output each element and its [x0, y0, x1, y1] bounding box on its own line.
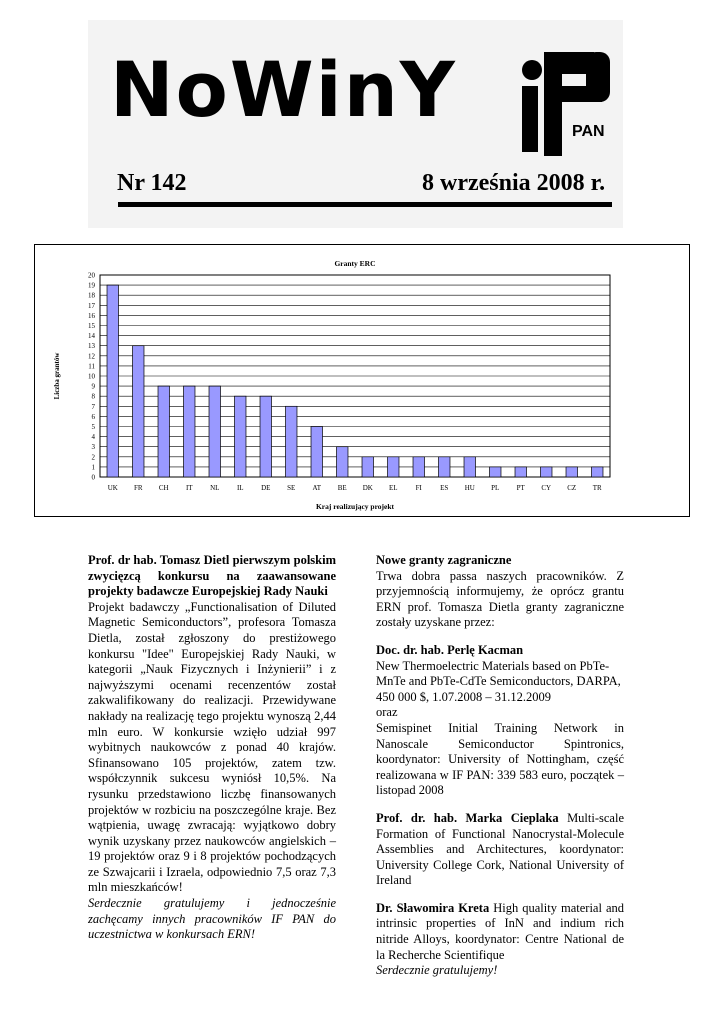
- x-tick-label: BE: [337, 484, 347, 492]
- left-article-heading: Prof. dr hab. Tomasz Dietl pierwszym polskim zwycięzcą konkursu na zaawansowane projekty badawcze Europejskiej Rady Nauki: [88, 553, 336, 599]
- x-tick-label: PT: [516, 484, 525, 492]
- bar-se: [286, 406, 297, 477]
- bar-pt: [515, 467, 526, 477]
- y-tick-label: 17: [88, 301, 95, 310]
- x-tick-label: FI: [415, 484, 422, 492]
- x-tick-label: SE: [287, 484, 296, 492]
- y-tick-label: 14: [88, 332, 95, 341]
- chart-xlabel: Kraj realizujący projekt: [315, 502, 395, 511]
- y-tick-label: 18: [88, 291, 95, 300]
- y-tick-label: 9: [91, 382, 95, 391]
- emblem-subtext: PAN: [572, 123, 605, 140]
- y-tick-label: 10: [88, 372, 95, 381]
- y-tick-label: 13: [88, 342, 95, 351]
- x-tick-label: IL: [236, 484, 244, 492]
- bar-nl: [209, 386, 220, 477]
- bar-fi: [413, 457, 424, 477]
- right-article-heading: Nowe granty zagraniczne: [376, 553, 512, 567]
- bar-dk: [362, 457, 373, 477]
- bar-es: [439, 457, 450, 477]
- x-tick-label: IT: [185, 484, 193, 492]
- bar-be: [337, 447, 348, 477]
- cieplak-name: Prof. dr. hab. Marka Cieplaka: [376, 810, 559, 825]
- x-tick-label: DK: [362, 484, 373, 492]
- left-article-body: Projekt badawczy „Functionalisation of Diluted Magnetic Semiconductors”, profesora Tomasza Dietla, został zgłoszony do prestiżowego konkursu "Idee" Europejskiej Rady Nauki, w kategorii „Nauk Fizycznych i Inżynierii” i z najwyższymi ocenami recenzentów został zakwalifikowany do realizacji. Przewidywane nakłady na realizację tego projektu wynoszą 2,44 mln euro. W konkursie wzięło udział 997 wybitnych naukowców z ponad 40 krajów. Sfinansowano 105 projektów, zatem tzw. współczynnik sukcesu wyniósł 10,5%. Na rysunku przedstawiono liczbę finansowanych projektów w rozbiciu na poszczególne kraje. Bez wątpienia, uwagę zwracają: wyjątkowo dobry wynik uzyskany przez naukowców angielskich – 19 projektów oraz 9 i 8 projektów pochodzących ze Szwajcarii i Izraela, odpowiednio 7,5 oraz 7,3 mln mieszkańców!: [88, 599, 336, 895]
- y-tick-label: 7: [91, 402, 95, 411]
- masthead-rule: [118, 202, 612, 207]
- kacman-grant-1: New Thermoelectric Materials based on PbTe-MnTe and PbTe-CdTe Semiconductors, DARPA, 450 000 $, 1.07.2008 – 31.12.2009: [376, 658, 621, 704]
- y-tick-label: 4: [91, 433, 95, 442]
- y-tick-label: 19: [88, 281, 95, 290]
- x-tick-label: AT: [312, 484, 322, 492]
- issue-date: 8 września 2008 r.: [422, 170, 606, 196]
- x-tick-label: PL: [491, 484, 500, 492]
- x-tick-label: EL: [388, 484, 398, 492]
- y-tick-label: 3: [91, 443, 95, 452]
- kacman-name: Doc. dr. hab. Perlę Kacman: [376, 642, 524, 657]
- kacman-grant-2: Semispinet Initial Training Network in Nanoscale Semiconductor Spintronics, koordynator: University of Nottingham, część realizowana w IF PAN: 339 583 euro, początek – listopad 2008: [376, 720, 624, 798]
- cieplak-grant: Multi-scale Formation of Functional Nanocrystal-Molecule Assemblies and Architectures, koordynator: University College Cork, National University of Ireland: [376, 810, 624, 888]
- y-tick-label: 6: [91, 412, 95, 421]
- y-tick-label: 20: [88, 271, 95, 280]
- bar-de: [260, 396, 271, 477]
- bar-tr: [592, 467, 603, 477]
- right-article-intro: Trwa dobra passa naszych pracowników. Z przyjemnością informujemy, że oprócz grantu ERN prof. Tomasza Dietla granty zagraniczne zostały uzyskane przez:: [376, 568, 624, 630]
- chart-ylabel: Liczba grantów: [53, 352, 61, 400]
- x-tick-label: CZ: [567, 484, 577, 492]
- grid-layer: [100, 275, 610, 477]
- bar-pl: [490, 467, 501, 477]
- y-tick-label: 1: [91, 463, 95, 472]
- bar-uk: [107, 285, 118, 477]
- bar-at: [311, 427, 322, 478]
- bar-hu: [464, 457, 475, 477]
- y-tick-label: 11: [88, 362, 95, 371]
- erc-grants-chart: [34, 244, 690, 517]
- x-tick-label: CH: [158, 484, 169, 492]
- kret-name: Dr. Sławomira Kreta: [376, 900, 490, 915]
- bar-el: [388, 457, 399, 477]
- x-tick-label: FR: [133, 484, 143, 492]
- x-tick-label: DE: [261, 484, 271, 492]
- bar-cz: [566, 467, 577, 477]
- right-column: [376, 553, 624, 979]
- chart-svg: [35, 245, 691, 518]
- issue-number: Nr 142: [117, 170, 187, 196]
- bar-fr: [133, 346, 144, 477]
- y-tick-label: 0: [91, 473, 95, 482]
- if-pan-emblem: [520, 46, 620, 166]
- bar-cy: [541, 467, 552, 477]
- right-article-closing: Serdecznie gratulujemy!: [376, 963, 498, 978]
- kacman-oraz: oraz: [376, 705, 398, 720]
- left-column: [88, 553, 336, 943]
- left-article-closing: Serdecznie gratulujemy i jednocześnie zachęcamy innych pracowników IF PAN do uczestnictwa w konkursach ERN!: [88, 896, 336, 942]
- bar-ch: [158, 386, 169, 477]
- x-tick-label: NL: [210, 484, 220, 492]
- x-tick-label: TR: [592, 484, 602, 492]
- newsletter-logo: NoWinY: [110, 45, 457, 134]
- x-tick-label: UK: [107, 484, 118, 492]
- x-tick-label: HU: [464, 484, 475, 492]
- kret-grant: High quality material and intrinsic properties of InN and indium rich nitride Alloys, koordynator: Centre National de la Recherche Scientifique: [376, 900, 625, 962]
- y-tick-label: 12: [88, 352, 95, 361]
- x-tick-label: CY: [541, 484, 552, 492]
- y-tick-label: 5: [91, 423, 95, 431]
- y-tick-label: 8: [91, 392, 95, 401]
- y-tick-label: 2: [91, 453, 95, 462]
- y-tick-label: 15: [88, 322, 95, 330]
- bar-it: [184, 386, 195, 477]
- x-tick-label: ES: [440, 484, 449, 492]
- y-tick-label: 16: [88, 311, 95, 320]
- bar-il: [235, 396, 246, 477]
- chart-title: Granty ERC: [334, 259, 376, 268]
